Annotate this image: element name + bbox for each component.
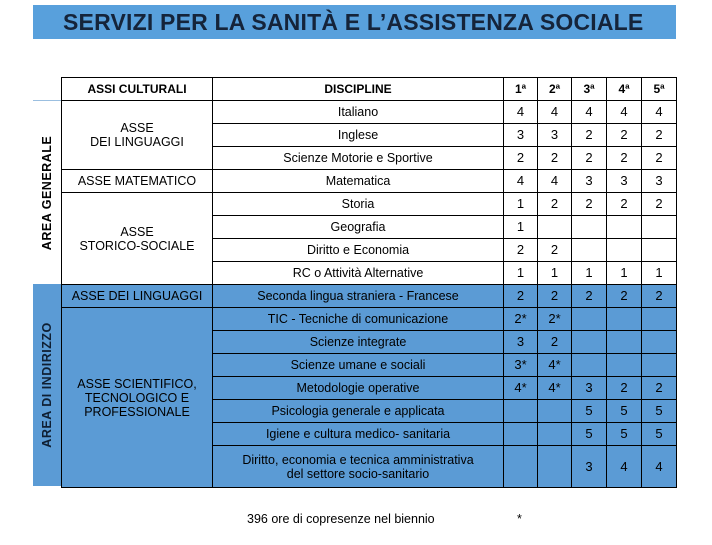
hours-cell-year-3 [572, 216, 607, 239]
hours-cell-year-4 [607, 354, 642, 377]
hours-cell-year-1 [504, 446, 538, 488]
discipline-cell: Scienze umane e sociali [213, 354, 504, 377]
hours-cell-year-4: 2 [607, 193, 642, 216]
hours-cell-year-1: 1 [504, 193, 538, 216]
hours-cell-year-3: 3 [572, 170, 607, 193]
hours-cell-year-2: 2 [538, 193, 572, 216]
hours-cell-year-5: 2 [642, 147, 677, 170]
header-year-5: 5ª [642, 78, 677, 101]
hours-cell-year-2: 2 [538, 331, 572, 354]
header-year-3: 3ª [572, 78, 607, 101]
header-year-1: 1ª [504, 78, 538, 101]
hours-cell-year-4 [607, 308, 642, 331]
hours-cell-year-3: 5 [572, 400, 607, 423]
table-header-row [62, 78, 677, 101]
discipline-cell: TIC - Tecniche di comunicazione [213, 308, 504, 331]
hours-cell-year-1: 2 [504, 147, 538, 170]
hours-cell-year-2 [538, 400, 572, 423]
asse-matematico: ASSE MATEMATICO [62, 170, 213, 193]
discipline-cell: Diritto e Economia [213, 239, 504, 262]
area-generale-label: AREA GENERALE [40, 135, 54, 250]
hours-cell-year-3: 2 [572, 193, 607, 216]
hours-cell-year-1: 3 [504, 331, 538, 354]
discipline-cell: Diritto, economia e tecnica amministrativa del settore socio-sanitario [213, 446, 504, 488]
hours-cell-year-3: 1 [572, 262, 607, 285]
area-indirizzo-band [33, 284, 61, 486]
asse-linguaggi-indirizzo: ASSE DEI LINGUAGGI [62, 285, 213, 308]
hours-cell-year-1: 2 [504, 239, 538, 262]
hours-cell-year-5: 5 [642, 423, 677, 446]
hours-cell-year-5 [642, 308, 677, 331]
discipline-cell: Scienze Motorie e Sportive [213, 147, 504, 170]
discipline-cell: Psicologia generale e applicata [213, 400, 504, 423]
table-row [62, 285, 677, 308]
hours-cell-year-3 [572, 331, 607, 354]
hours-cell-year-2: 2 [538, 239, 572, 262]
hours-cell-year-3 [572, 354, 607, 377]
hours-cell-year-5: 2 [642, 193, 677, 216]
hours-cell-year-3: 3 [572, 446, 607, 488]
hours-cell-year-5 [642, 216, 677, 239]
hours-cell-year-5: 1 [642, 262, 677, 285]
page-title: SERVIZI PER LA SANITÀ E L’ASSISTENZA SOCIALE [63, 8, 644, 35]
footnote-mark: * [517, 512, 522, 526]
hours-cell-year-1 [504, 400, 538, 423]
hours-cell-year-4 [607, 331, 642, 354]
hours-cell-year-2: 3 [538, 124, 572, 147]
hours-cell-year-2: 1 [538, 262, 572, 285]
table-row [62, 308, 677, 331]
hours-cell-year-3 [572, 239, 607, 262]
hours-cell-year-4 [607, 239, 642, 262]
discipline-cell: Inglese [213, 124, 504, 147]
hours-cell-year-4: 3 [607, 170, 642, 193]
hours-cell-year-4: 2 [607, 377, 642, 400]
hours-cell-year-1 [504, 423, 538, 446]
hours-cell-year-3: 2 [572, 285, 607, 308]
discipline-cell: Matematica [213, 170, 504, 193]
hours-cell-year-5: 2 [642, 124, 677, 147]
hours-cell-year-1: 2* [504, 308, 538, 331]
table-row [62, 193, 677, 216]
hours-cell-year-5 [642, 239, 677, 262]
hours-cell-year-1: 3 [504, 124, 538, 147]
hours-cell-year-5: 5 [642, 400, 677, 423]
hours-cell-year-4: 2 [607, 147, 642, 170]
hours-cell-year-1: 4* [504, 377, 538, 400]
hours-cell-year-4: 2 [607, 124, 642, 147]
hours-cell-year-1: 4 [504, 101, 538, 124]
hours-cell-year-5: 4 [642, 446, 677, 488]
hours-cell-year-5: 3 [642, 170, 677, 193]
hours-cell-year-1: 2 [504, 285, 538, 308]
hours-cell-year-3: 3 [572, 377, 607, 400]
asse-linguaggi-general: ASSE DEI LINGUAGGI [62, 101, 213, 170]
discipline-cell: Geografia [213, 216, 504, 239]
asse-scientifico: ASSE SCIENTIFICO, TECNOLOGICO E PROFESSIONALE [62, 308, 213, 488]
hours-cell-year-4: 4 [607, 446, 642, 488]
table-row [62, 170, 677, 193]
discipline-cell: Igiene e cultura medico- sanitaria [213, 423, 504, 446]
hours-cell-year-2: 4* [538, 354, 572, 377]
hours-cell-year-4 [607, 216, 642, 239]
discipline-cell: Metodologie operative [213, 377, 504, 400]
hours-cell-year-1: 3* [504, 354, 538, 377]
discipline-cell: Italiano [213, 101, 504, 124]
hours-cell-year-1: 4 [504, 170, 538, 193]
hours-cell-year-2: 2 [538, 285, 572, 308]
discipline-cell: Seconda lingua straniera - Francese [213, 285, 504, 308]
hours-cell-year-4: 2 [607, 285, 642, 308]
discipline-cell: Scienze integrate [213, 331, 504, 354]
hours-cell-year-3 [572, 308, 607, 331]
hours-cell-year-3: 4 [572, 101, 607, 124]
hours-cell-year-2: 4 [538, 170, 572, 193]
curriculum-table [61, 77, 677, 488]
area-generale-band [33, 100, 61, 284]
hours-cell-year-3: 2 [572, 147, 607, 170]
hours-cell-year-1: 1 [504, 216, 538, 239]
hours-cell-year-4: 5 [607, 400, 642, 423]
title-banner [33, 5, 676, 39]
hours-cell-year-2 [538, 423, 572, 446]
header-year-2: 2ª [538, 78, 572, 101]
hours-cell-year-2: 4* [538, 377, 572, 400]
table-row [62, 101, 677, 124]
area-indirizzo-label: AREA DI INDIRIZZO [40, 322, 54, 448]
hours-cell-year-4: 4 [607, 101, 642, 124]
footnote-text: 396 ore di copresenze nel biennio [247, 512, 435, 526]
hours-cell-year-1: 1 [504, 262, 538, 285]
hours-cell-year-2: 2 [538, 147, 572, 170]
hours-cell-year-3: 5 [572, 423, 607, 446]
hours-cell-year-5: 2 [642, 285, 677, 308]
header-assi: ASSI CULTURALI [62, 78, 213, 101]
hours-cell-year-4: 1 [607, 262, 642, 285]
hours-cell-year-5: 2 [642, 377, 677, 400]
header-year-4: 4ª [607, 78, 642, 101]
hours-cell-year-2: 4 [538, 101, 572, 124]
hours-cell-year-5 [642, 331, 677, 354]
discipline-cell: RC o Attività Alternative [213, 262, 504, 285]
hours-cell-year-2: 2* [538, 308, 572, 331]
hours-cell-year-5 [642, 354, 677, 377]
header-discipline: DISCIPLINE [213, 78, 504, 101]
hours-cell-year-2 [538, 446, 572, 488]
hours-cell-year-3: 2 [572, 124, 607, 147]
hours-cell-year-4: 5 [607, 423, 642, 446]
asse-storico: ASSE STORICO-SOCIALE [62, 193, 213, 285]
discipline-cell: Storia [213, 193, 504, 216]
hours-cell-year-5: 4 [642, 101, 677, 124]
hours-cell-year-2 [538, 216, 572, 239]
